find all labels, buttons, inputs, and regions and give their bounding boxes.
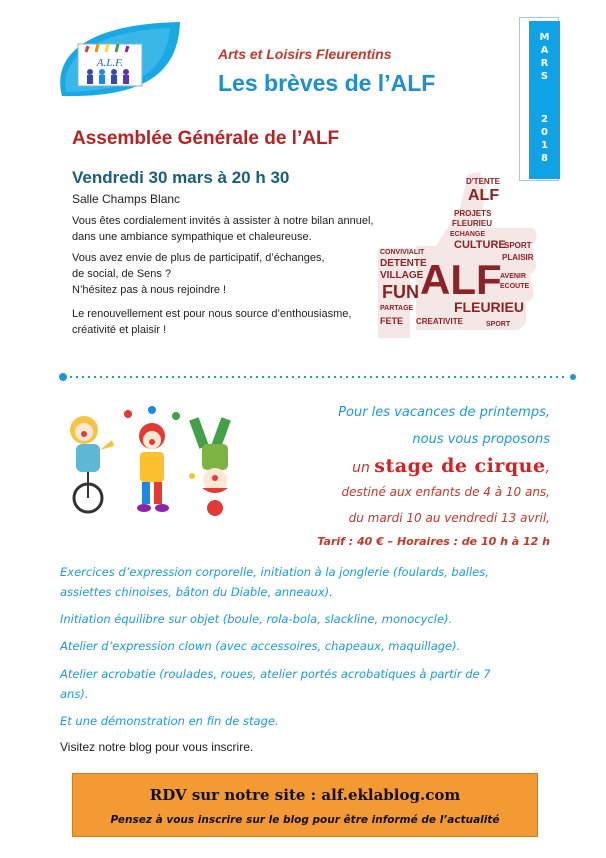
blog-invite: Visitez notre blog pour vous inscrire. xyxy=(60,740,254,754)
wordcloud-word: ECHANGE xyxy=(450,231,486,238)
clown-unicycle-icon xyxy=(70,416,114,512)
activity-clown: Atelier d’expression clown (avec accessoires, chapeaux, maquillage). xyxy=(60,639,461,653)
assembly-paragraph-renewal: Le renouvellement est pour nous source d’enthousiasme, créativité et plaisir ! xyxy=(72,308,352,336)
clown-acrobat-icon xyxy=(189,417,231,516)
assembly-title: Assemblée Générale de l’ALF xyxy=(72,128,340,149)
stage-intro-line: Pour les vacances de printemps, xyxy=(338,405,550,420)
wordcloud-word: FETE xyxy=(380,316,404,326)
wordcloud-word: FUN xyxy=(382,282,419,302)
wordcloud-word: VILLAGE xyxy=(380,270,424,281)
clowns-illustration xyxy=(56,406,250,522)
activity-balance: Initiation équilibre sur objet (boule, rola-bola, slackline, monocycle). xyxy=(60,612,453,626)
wordcloud-word: ECOUTE xyxy=(500,283,530,290)
date-tab xyxy=(519,17,559,181)
wordcloud-word: FLEURIEU xyxy=(452,219,492,228)
stage-age-line: destiné aux enfants de 4 à 10 ans, xyxy=(341,485,550,499)
wordcloud-word: ALF xyxy=(420,256,502,303)
stage-title-line: un stage de cirque, xyxy=(352,455,550,477)
wordcloud-word: FLEURIEU xyxy=(454,299,524,315)
wordcloud-word: SPORT xyxy=(504,241,532,250)
wordcloud-word: AVENIR xyxy=(500,273,526,280)
activity-demonstration: Et une démonstration en fin de stage. xyxy=(60,714,279,728)
wordcloud-word: PLAISIR xyxy=(502,253,534,262)
wordcloud-word: PARTAGE xyxy=(380,305,414,312)
assembly-datetime: Vendredi 30 mars à 20 h 30 xyxy=(72,168,290,187)
stage-dates-line: du mardi 10 au vendredi 13 avril, xyxy=(348,511,550,525)
logo-text: A.L.F. xyxy=(96,57,124,69)
wordcloud-word: CULTURE xyxy=(454,239,506,251)
stage-highlight: stage de cirque xyxy=(374,455,546,477)
footer-banner xyxy=(72,773,538,837)
stage-price-line: Tarif : 40 € – Horaires : de 10 h à 12 h xyxy=(317,535,550,548)
wordcloud-word: CREATIVITE xyxy=(416,317,463,326)
wordcloud-word: SPORT xyxy=(486,321,511,328)
wordcloud-word: ALF xyxy=(468,187,500,204)
stage-propose-line: nous vous proposons xyxy=(412,432,550,447)
thumbs-up-wordcloud xyxy=(376,168,538,344)
assembly-venue: Salle Champs Blanc xyxy=(72,192,181,206)
assembly-paragraph-invite: Vous êtes cordialement invités à assister à notre bilan annuel, dans une ambiance sympathique et chaleureuse. xyxy=(72,215,374,243)
activity-acrobatics: Atelier acrobatie (roulades, roues, atelier portés acrobatiques à partir de 7 ans). xyxy=(60,667,491,701)
clown-juggler-icon xyxy=(124,406,180,512)
wordcloud-word: DETENTE xyxy=(380,258,427,269)
newsletter-title: Les brèves de l’ALF xyxy=(218,70,436,96)
footer-note: Pensez à vous inscrire sur le blog pour être informé de l’actualité xyxy=(110,814,500,826)
org-name: Arts et Loisirs Fleurentins xyxy=(218,46,392,62)
wordcloud-word: CONVIVIALIT xyxy=(380,249,425,256)
activity-expression: Exercices d’expression corporelle, initiation à la jonglerie (foulards, balles, assiettes chinoises, bâton du Diable, anneaux). xyxy=(60,565,489,599)
assembly-paragraph-join: Vous avez envie de plus de participatif, d’échanges, de social, de Sens ? N’hésitez pas à nous rejoindre ! xyxy=(72,252,325,296)
alf-logo xyxy=(52,18,186,102)
date-month: M A R S xyxy=(539,32,550,82)
footer-site-link[interactable]: RDV sur notre site : alf.eklablog.com xyxy=(149,786,461,804)
dotted-separator xyxy=(58,370,578,384)
date-year: 2 0 1 8 xyxy=(541,114,548,164)
wordcloud-word: PROJETS xyxy=(454,209,492,218)
wordcloud-word: D'TENTE xyxy=(466,177,500,186)
